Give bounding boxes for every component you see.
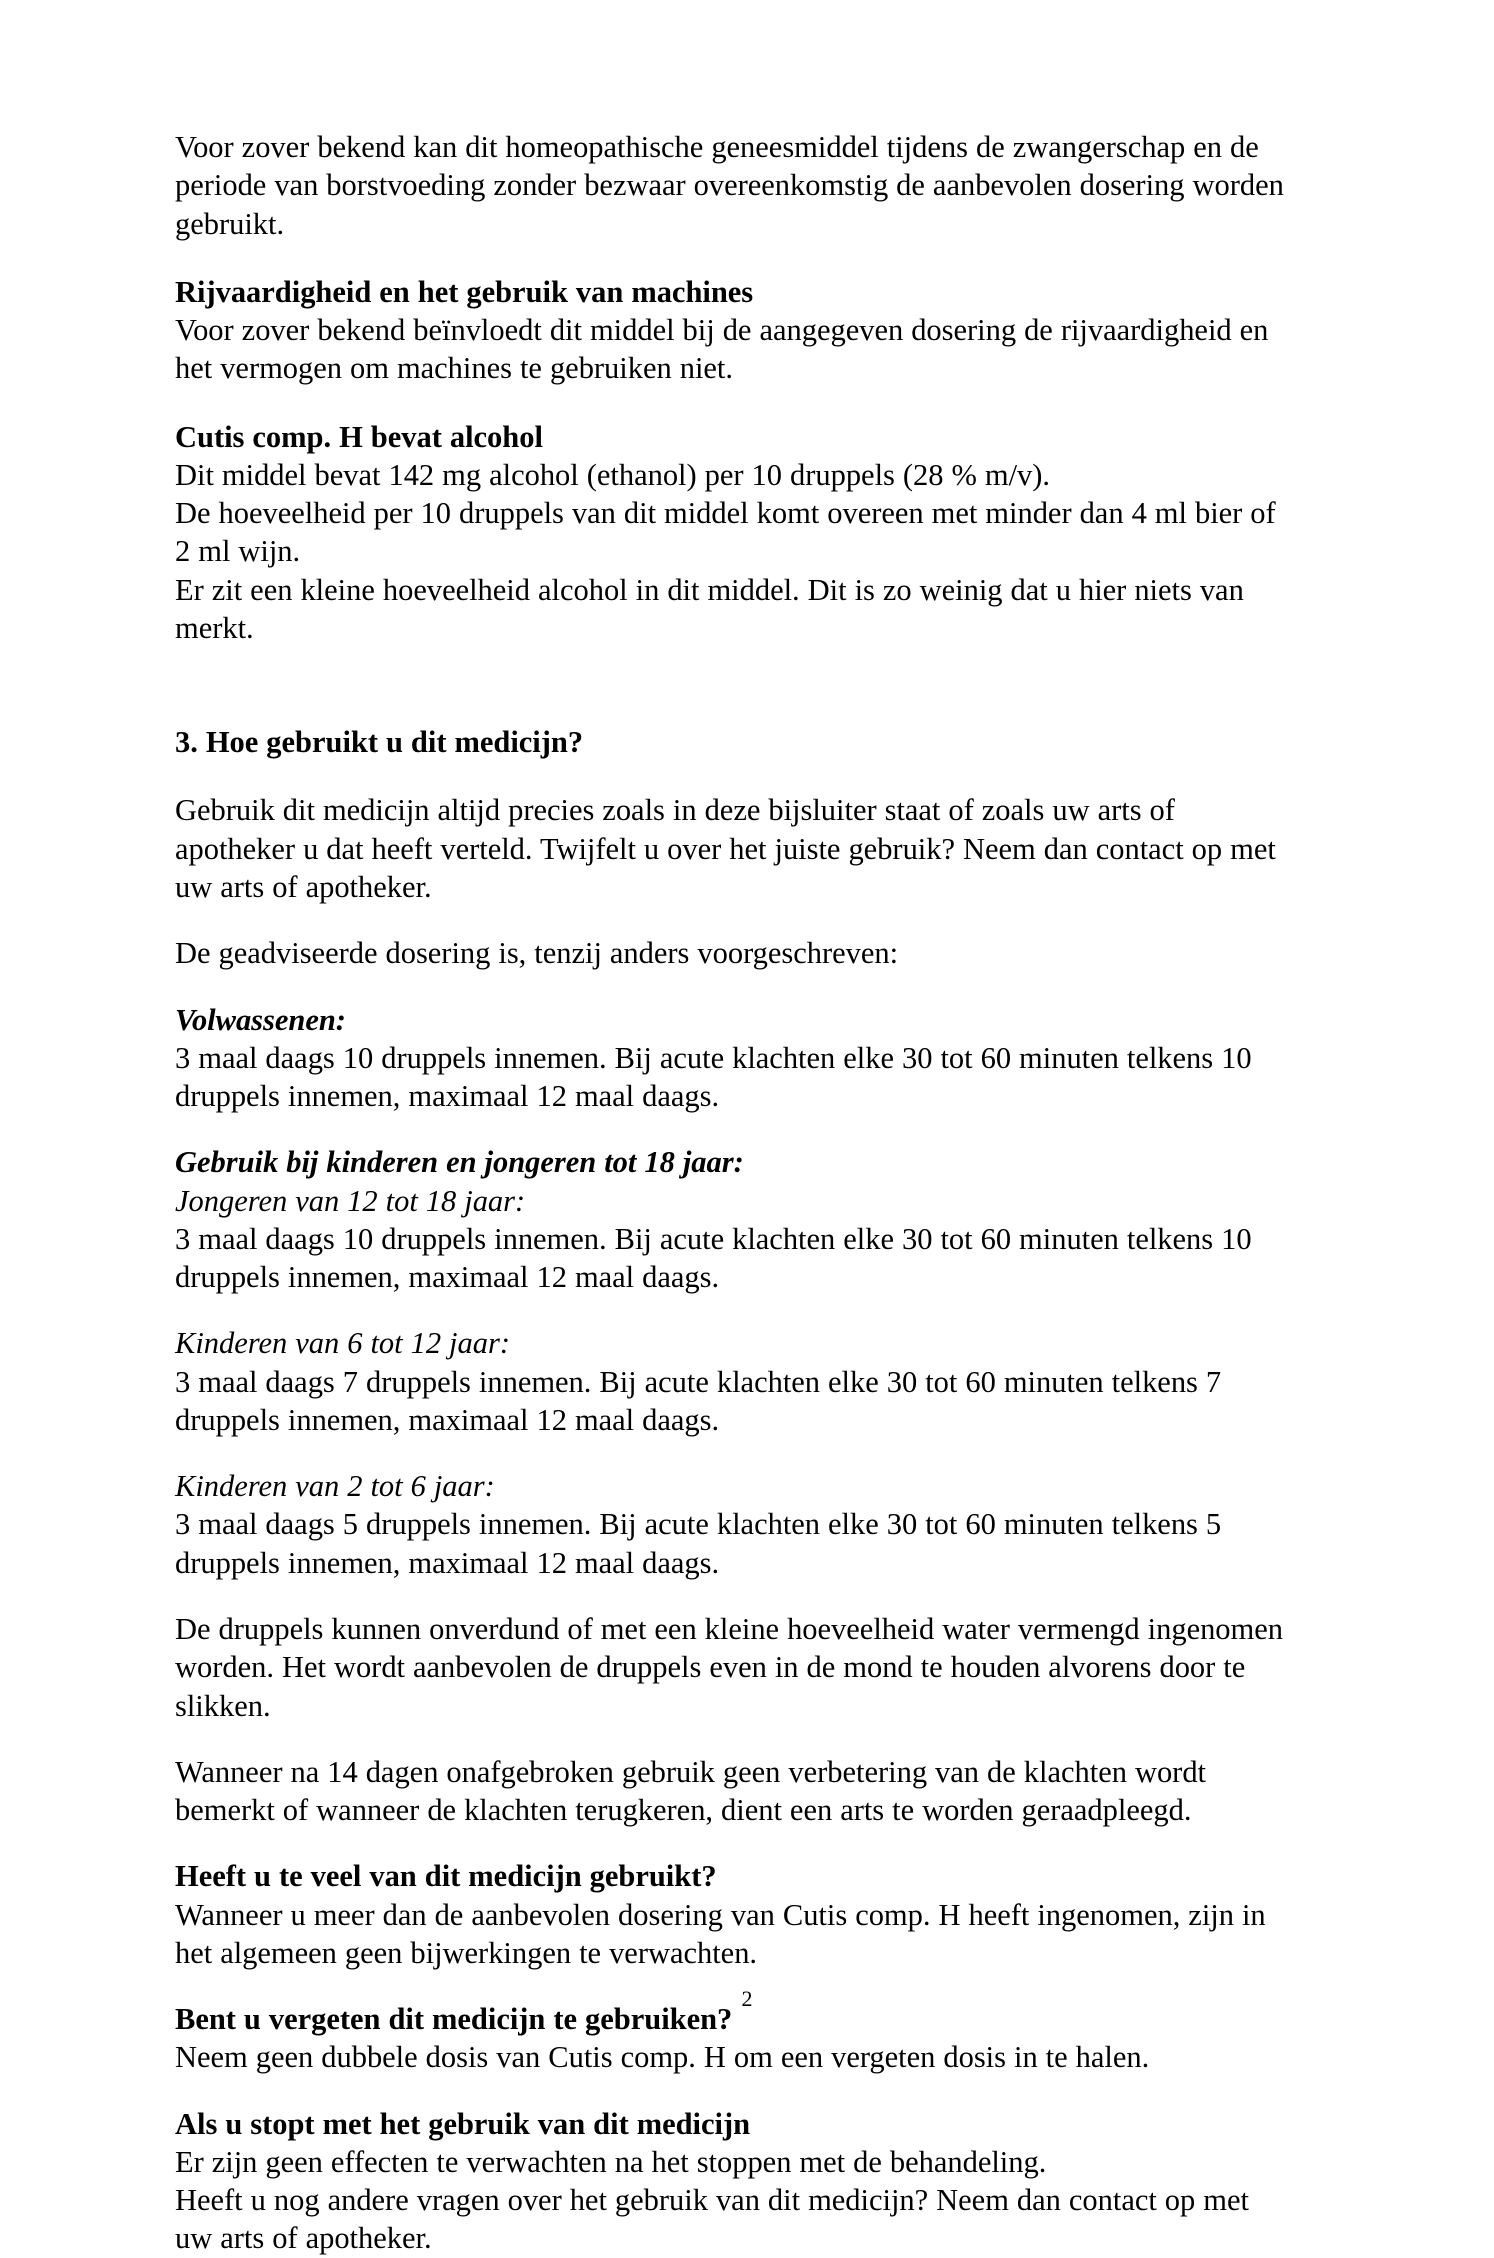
- children-heading: Gebruik bij kinderen en jongeren tot 18 jaar:: [175, 1145, 744, 1180]
- spacer: [175, 1439, 1294, 1467]
- age-group-body: 3 maal daags 10 druppels innemen. Bij acute klachten elke 30 tot 60 minuten telkens 10 druppels innemen, maximaal 12 maal daags.: [175, 1221, 1252, 1295]
- driving-heading: Rijvaardigheid en het gebruik van machines: [175, 274, 754, 309]
- spacer: [175, 388, 1294, 418]
- age-group-body: 3 maal daags 7 druppels innemen. Bij acute klachten elke 30 tot 60 minuten telkens 7 druppels innemen, maximaal 12 maal daags.: [175, 1364, 1222, 1437]
- spacer: [175, 1582, 1294, 1610]
- spacer: [175, 1296, 1294, 1324]
- duration-warning-paragraph: Wanneer na 14 dagen onafgebroken gebruik geen verbetering van de klachten wordt bemerkt of wanneer de klachten terugkeren, dient een arts te worden geraadpleegd.: [175, 1754, 1207, 1828]
- spacer: [175, 2077, 1294, 2105]
- administration-paragraph: De druppels kunnen onverdund of met een kleine hoeveelheid water vermengd ingenomen worden. Het wordt aanbevolen de druppels even in de mond te houden alvorens door te slikken.: [175, 1611, 1283, 1723]
- age-group-body: 3 maal daags 5 druppels innemen. Bij acute klachten elke 30 tot 60 minuten telkens 5 druppels innemen, maximaal 12 maal daags.: [175, 1507, 1222, 1580]
- spacer: [175, 906, 1294, 934]
- stopping-line-1: Er zijn geen effecten te verwachten na het stoppen met de behandeling.: [175, 2144, 1047, 2179]
- spacer: [175, 1725, 1294, 1753]
- overdose-heading: Heeft u te veel van dit medicijn gebruikt?: [175, 1859, 717, 1894]
- alcohol-heading: Cutis comp. H bevat alcohol: [175, 419, 543, 454]
- spacer: [175, 1115, 1294, 1143]
- age-group-subheading: Kinderen van 2 tot 6 jaar:: [175, 1469, 495, 1504]
- spacer: [175, 647, 1294, 723]
- age-group-subheading: Jongeren van 12 tot 18 jaar:: [175, 1183, 526, 1218]
- spacer: [175, 761, 1294, 791]
- adults-dosage-body: 3 maal daags 10 druppels innemen. Bij acute klachten elke 30 tot 60 minuten telkens 10 druppels innemen, maximaal 12 maal daags.: [175, 1040, 1252, 1114]
- overdose-body: Wanneer u meer dan de aanbevolen dosering van Cutis comp. H heeft ingenomen, zijn in het algemeen geen bijwerkingen te verwachten.: [175, 1897, 1266, 1970]
- alcohol-line-2: De hoeveelheid per 10 druppels van dit middel komt overeen met minder dan 4 ml bier of 2 ml wijn.: [175, 496, 1276, 569]
- stopping-line-2: Heeft u nog andere vragen over het gebruik van dit medicijn? Neem dan contact op met uw arts of apotheker.: [175, 2183, 1249, 2256]
- section-3-intro: Gebruik dit medicijn altijd precies zoals in deze bijsluiter staat of zoals uw arts of apotheker u dat heeft verteld. Twijfelt u over het juiste gebruik? Neem dan contact op met uw arts of apotheker.: [175, 793, 1276, 904]
- spacer: [175, 243, 1294, 273]
- page-content: [175, 128, 1294, 2258]
- section-3-heading: 3. Hoe gebruikt u dit medicijn?: [175, 725, 584, 760]
- page-number: 2: [741, 1986, 753, 2011]
- alcohol-line-3: Er zit een kleine hoeveelheid alcohol in dit middel. Dit is zo weinig dat u hier niets van merkt.: [175, 572, 1244, 645]
- adults-heading: Volwassenen:: [175, 1002, 346, 1037]
- spacer: [175, 973, 1294, 1001]
- missed-dose-body: Neem geen dubbele dosis van Cutis comp. H om een vergeten dosis in te halen.: [175, 2040, 1150, 2075]
- pregnancy-paragraph: Voor zover bekend kan dit homeopathische geneesmiddel tijdens de zwangerschap en de periode van borstvoeding zonder bezwaar overeenkomstig de aanbevolen dosering worden gebruikt.: [175, 130, 1284, 241]
- missed-dose-heading: Bent u vergeten dit medicijn te gebruiken?: [175, 2002, 733, 2037]
- spacer: [175, 1829, 1294, 1857]
- driving-body: Voor zover bekend beïnvloedt dit middel bij de aangegeven dosering de rijvaardigheid en het vermogen om machines te gebruiken niet.: [175, 313, 1269, 386]
- stopping-heading: Als u stopt met het gebruik van dit medicijn: [175, 2106, 751, 2141]
- advised-dosage-line: De geadviseerde dosering is, tenzij anders voorgeschreven:: [175, 936, 899, 971]
- age-group-subheading: Kinderen van 6 tot 12 jaar:: [175, 1326, 510, 1361]
- alcohol-line-1: Dit middel bevat 142 mg alcohol (ethanol) per 10 druppels (28 % m/v).: [175, 457, 1051, 492]
